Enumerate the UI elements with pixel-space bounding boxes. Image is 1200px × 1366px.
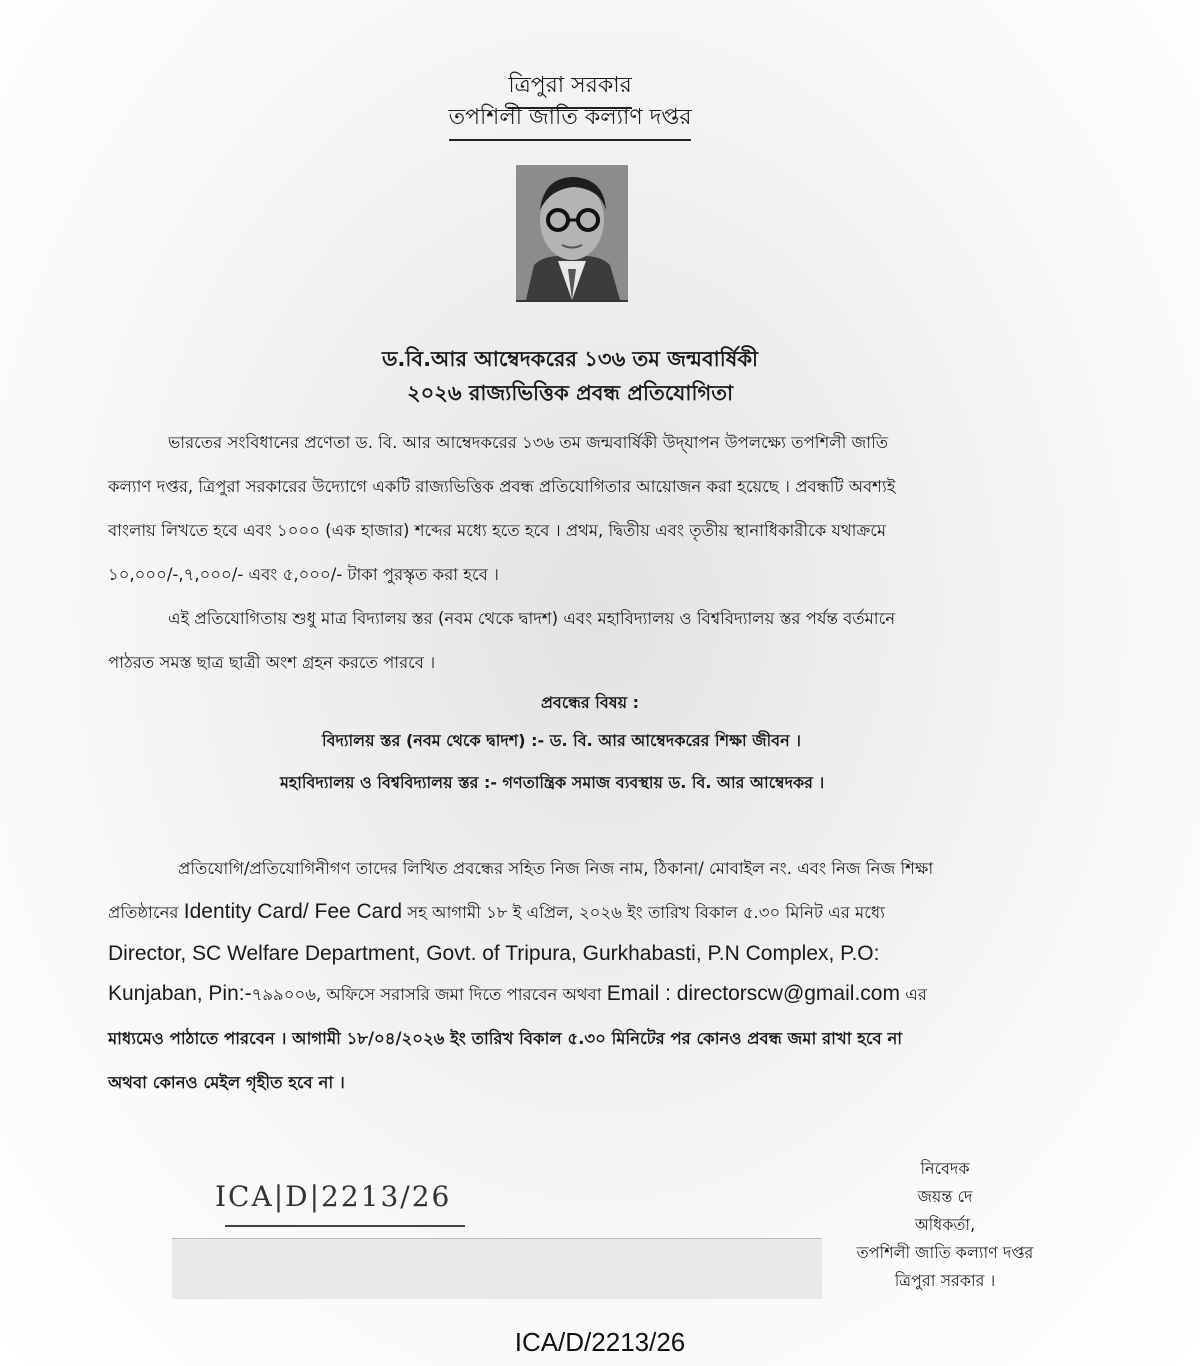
footer-reference: ICA/D/2213/26 xyxy=(514,1327,686,1357)
portrait-photo xyxy=(516,165,628,302)
subject-college: মহাবিদ্যালয় ও বিশ্ববিদ্যালয় স্তর :- গণতান্ত্রিক সমাজ ব্যবস্থায় ড. বি. আর আম্বেদকর । xyxy=(280,773,825,792)
paragraph-2-line-1: এই প্রতিযোগিতায় শুধু মাত্র বিদ্যালয় স্তর (নবম থেকে দ্বাদশ) এবং মহাবিদ্যালয় ও বিশ্ববিদ্যালয় স্তর পর্যন্ত বর্তমানে xyxy=(168,609,896,628)
header-department: তপশিলী জাতি কল্যাণ দপ্তর xyxy=(0,100,1140,141)
handwritten-underline xyxy=(225,1225,465,1227)
signatory-designation: অধিকর্তা, xyxy=(914,1215,976,1234)
signatory-name: জয়ন্ত দে xyxy=(917,1187,973,1206)
signature-line-1: নিবেদক xyxy=(920,1159,970,1178)
header-government: ত্রিপুরা সরকার xyxy=(0,68,1140,109)
paragraph-2-line-2: পাঠরত সমস্ত ছাত্র ছাত্রী অংশ গ্রহন করতে পারবে । xyxy=(108,653,436,672)
signatory-government: ত্রিপুরা সরকার । xyxy=(894,1271,996,1290)
title-line-1: ড.বি.আর আম্বেদকরের ১৩৬ তম জন্মবার্ষিকী xyxy=(381,347,759,371)
submission-line-1: প্রতিযোগি/প্রতিযোগিনীগণ তাদের লিখিত প্রবন্ধের সহিত নিজ নিজ নাম, ঠিকানা/ মোবাইল নং. এবং নিজ নিজ শিক্ষা xyxy=(178,859,934,878)
submission-line-6: অথবা কোনও মেইল গৃহীত হবে না । xyxy=(108,1073,345,1092)
title-line-2: ২০২৬ রাজ্যভিত্তিক প্রবন্ধ প্রতিযোগিতা xyxy=(406,381,734,405)
submission-line-4 xyxy=(108,982,1058,1009)
paragraph-1-line-4: ১০,০০০/-,৭,০০০/- এবং ৫,০০০/- টাকা পুরস্কৃত করা হবে । xyxy=(108,565,499,584)
institution-label: প্রতিষ্ঠানের xyxy=(108,903,179,922)
handwritten-reference: ICA|D|2213/26 xyxy=(215,1180,452,1213)
address-line: Director, SC Welfare Department, Govt. of Tripura, Gurkhabasti, P.N Complex, P.O: xyxy=(108,942,880,965)
subject-school: বিদ্যালয় স্তর (নবম থেকে দ্বাদশ) :- ড. বি. আর আম্বেদকরের শিক্ষা জীবন । xyxy=(322,731,801,750)
pin-label: Kunjaban, Pin:- xyxy=(108,982,252,1005)
faded-stamp-area xyxy=(172,1238,822,1299)
pin-and-office-text: ৭৯৯০০৬, অফিসে সরাসরি জমা দিতে পারবেন অথবা xyxy=(251,985,602,1004)
signatory-department: তপশিলী জাতি কল্যাণ দপ্তর xyxy=(856,1243,1034,1262)
paragraph-1-line-2: কল্যাণ দপ্তর, ত্রিপুরা সরকারের উদ্যোগে একটি রাজ্যভিত্তিক প্রবন্ধ প্রতিযোগিতার আয়োজন করা হয়েছে । প্রবন্ধটি অবশ্যই xyxy=(108,477,896,496)
email-text: Email : directorscw@gmail.com xyxy=(606,982,900,1005)
paragraph-1-line-3: বাংলায় লিখতে হবে এবং ১০০০ (এক হাজার) শব্দের মধ্যে হতে হবে । প্রথম, দ্বিতীয় এবং তৃতীয় স্থানাধিকারীকে যথাক্রমে xyxy=(108,521,887,540)
portrait-icon xyxy=(516,165,628,300)
submission-line-5: মাধ্যমেও পাঠাতে পারবেন । আগামী ১৮/০৪/২০২৬ ইং তারিখ বিকাল ৫.৩০ মিনিটের পর কোনও প্রবন্ধ জমা রাখা হবে না xyxy=(108,1029,903,1048)
subjects-heading: প্রবন্ধের বিষয় : xyxy=(540,693,640,712)
signature-block xyxy=(820,1155,1070,1295)
email-suffix: এর xyxy=(905,985,927,1004)
paragraph-1-line-1: ভারতের সংবিধানের প্রণেতা ড. বি. আর আম্বেদকরের ১৩৬ তম জন্মবার্ষিকী উদ্‌যাপন উপলক্ষ্যে তপশিলী জাতি xyxy=(168,433,889,452)
deadline-text: সহ আগামী ১৮ ই এপ্রিল, ২০২৬ ইং তারিখ বিকাল ৫.৩০ মিনিট এর মধ্যে xyxy=(407,903,885,922)
id-card-text: Identity Card/ Fee Card xyxy=(183,900,403,923)
submission-line-2 xyxy=(108,900,1058,927)
